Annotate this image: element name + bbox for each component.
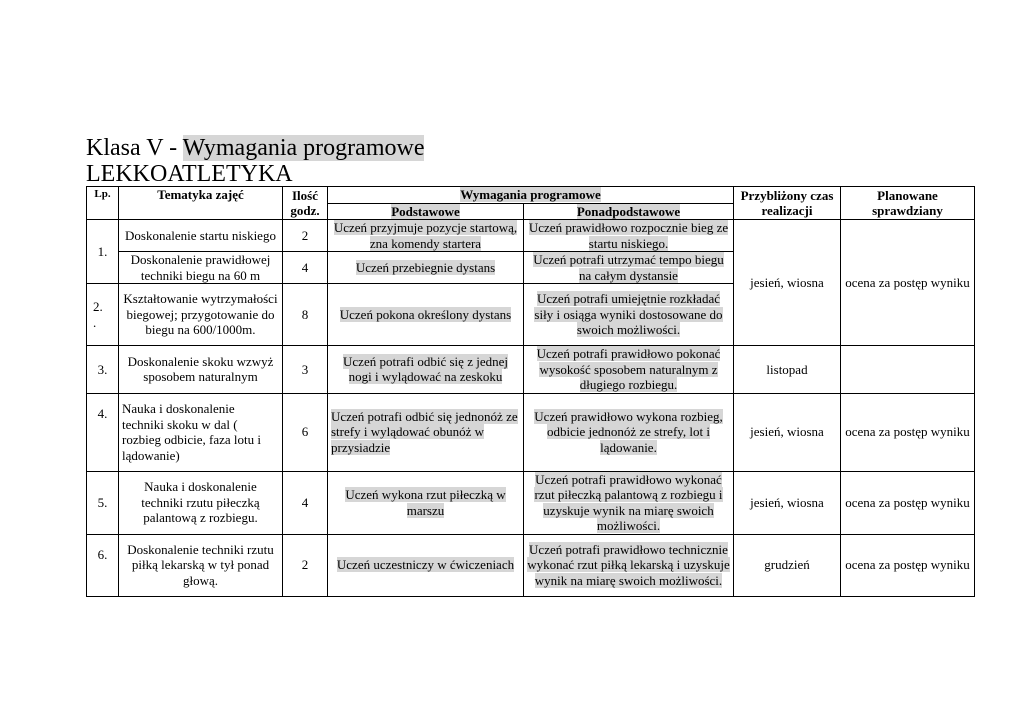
- page-subtitle: LEKKOATLETYKA: [86, 161, 293, 187]
- header-hours: Ilość godz.: [283, 187, 328, 220]
- time-cell: jesień, wiosna: [734, 220, 841, 346]
- row-number: 2. .: [87, 284, 119, 346]
- page-title: [86, 134, 974, 162]
- header-lp: Lp.: [87, 187, 119, 220]
- time-cell: grudzień: [734, 534, 841, 596]
- time-cell: jesień, wiosna: [734, 393, 841, 471]
- time-cell: listopad: [734, 346, 841, 394]
- table-row: [87, 534, 975, 596]
- tests-cell: [841, 346, 975, 394]
- tests-cell: ocena za postęp wyniku: [841, 534, 975, 596]
- advanced-cell: Uczeń potrafi utrzymać tempo biegu na całym dystansie: [524, 252, 734, 284]
- header-basic: Podstawowe: [328, 203, 524, 220]
- topic-cell: Nauka i doskonalenie techniki rzutu piłeczką palantową z rozbiegu.: [119, 471, 283, 534]
- topic-cell: Nauka i doskonalenie techniki skoku w dal ( rozbieg odbicie, faza lotu i lądowanie): [119, 393, 283, 471]
- header-requirements: Wymagania programowe: [328, 187, 734, 204]
- header-tests: Planowane sprawdziany: [841, 187, 975, 220]
- basic-cell: Uczeń pokona określony dystans: [328, 284, 524, 346]
- table-row: [87, 220, 975, 252]
- basic-cell: Uczeń przyjmuje pozycje startową, zna komendy startera: [328, 220, 524, 252]
- tests-cell: ocena za postęp wyniku: [841, 220, 975, 346]
- hours-cell: 8: [283, 284, 328, 346]
- time-cell: jesień, wiosna: [734, 471, 841, 534]
- table-row: [87, 471, 975, 534]
- row-number: 5.: [87, 471, 119, 534]
- topic-cell: Doskonalenie techniki rzutu piłką lekarską w tył ponad głową.: [119, 534, 283, 596]
- advanced-cell: Uczeń prawidłowo wykona rozbieg, odbicie jednonóż ze strefy, lot i lądowanie.: [524, 393, 734, 471]
- title-prefix: Klasa V -: [86, 135, 183, 161]
- advanced-cell: Uczeń prawidłowo rozpocznie bieg ze startu niskiego.: [524, 220, 734, 252]
- hours-cell: 4: [283, 471, 328, 534]
- advanced-cell: Uczeń potrafi prawidłowo technicznie wykonać rzut piłką lekarską i uzyskuje wynik na miarę swoich możliwości.: [524, 534, 734, 596]
- tests-cell: ocena za postęp wyniku: [841, 393, 975, 471]
- hours-cell: 3: [283, 346, 328, 394]
- table-row: [87, 346, 975, 394]
- document-page: [86, 134, 974, 597]
- topic-cell: Kształtowanie wytrzymałości biegowej; przygotowanie do biegu na 600/1000m.: [119, 284, 283, 346]
- hours-cell: 6: [283, 393, 328, 471]
- basic-cell: Uczeń uczestniczy w ćwiczeniach: [328, 534, 524, 596]
- advanced-cell: Uczeń potrafi prawidłowo wykonać rzut piłeczką palantową z rozbiegu i uzyskuje wynik na miarę swoich możliwości.: [524, 471, 734, 534]
- header-topic: Tematyka zajęć: [119, 187, 283, 220]
- row-number: 3.: [87, 346, 119, 394]
- hours-cell: 2: [283, 534, 328, 596]
- title-highlight: Wymagania programowe: [182, 135, 425, 161]
- row-number: 6.: [87, 534, 119, 596]
- topic-cell: Doskonalenie prawidłowej techniki biegu na 60 m: [119, 252, 283, 284]
- tests-cell: ocena za postęp wyniku: [841, 471, 975, 534]
- row-number: 4.: [87, 393, 119, 471]
- header-advanced: Ponadpodstawowe: [524, 203, 734, 220]
- basic-cell: Uczeń potrafi odbić się z jednej nogi i wylądować na zeskoku: [328, 346, 524, 394]
- basic-cell: Uczeń wykona rzut piłeczką w marszu: [328, 471, 524, 534]
- hours-cell: 2: [283, 220, 328, 252]
- advanced-cell: Uczeń potrafi prawidłowo pokonać wysokość sposobem naturalnym z długiego rozbiegu.: [524, 346, 734, 394]
- advanced-cell: Uczeń potrafi umiejętnie rozkładać siły i osiąga wyniki dostosowane do swoich możliwości.: [524, 284, 734, 346]
- requirements-table: [86, 186, 975, 597]
- topic-cell: Doskonalenie startu niskiego: [119, 220, 283, 252]
- hours-cell: 4: [283, 252, 328, 284]
- basic-cell: Uczeń potrafi odbić się jednonóż ze strefy i wylądować obunóż w przysiadzie: [328, 393, 524, 471]
- table-row: [87, 393, 975, 471]
- row-number: 1.: [87, 220, 119, 284]
- header-time: Przybliżony czas realizacji: [734, 187, 841, 220]
- topic-cell: Doskonalenie skoku wzwyż sposobem naturalnym: [119, 346, 283, 394]
- basic-cell: Uczeń przebiegnie dystans: [328, 252, 524, 284]
